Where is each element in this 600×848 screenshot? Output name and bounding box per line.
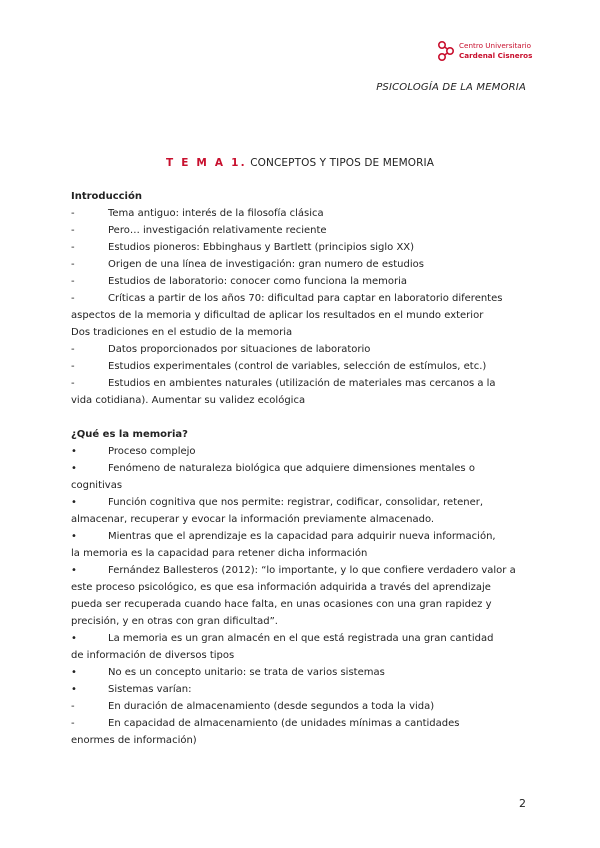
list-item-text: Función cognitiva que nos permite: registrar, codificar, consolidar, retener, xyxy=(108,497,484,508)
document-body xyxy=(71,188,531,749)
paragraph-line: aspectos de la memoria y dificultad de aplicar los resultados en el mundo exterior xyxy=(71,310,484,321)
dash-marker: - xyxy=(71,361,75,372)
bullet-marker: • xyxy=(71,446,77,457)
list-item xyxy=(71,341,531,358)
list-item xyxy=(71,239,531,256)
university-logo xyxy=(437,40,547,62)
chapter-title xyxy=(0,157,600,169)
list-item xyxy=(71,273,531,290)
chapter-name: CONCEPTOS Y TIPOS DE MEMORIA xyxy=(246,157,434,169)
list-item-text: Sistemas varían: xyxy=(108,684,192,695)
list-item-text: Estudios experimentales (control de variables, selección de estímulos, etc.) xyxy=(108,361,487,372)
list-item-text: Mientras que el aprendizaje es la capacidad para adquirir nueva información, xyxy=(108,531,496,542)
section-gap xyxy=(71,409,531,426)
list-item-text: Origen de una línea de investigación: gran numero de estudios xyxy=(108,259,424,270)
list-item xyxy=(71,375,531,392)
paragraph-line: este proceso psicológico, es que esa información adquirida a través del aprendizaje xyxy=(71,582,491,593)
list-item-text: En capacidad de almacenamiento (de unidades mínimas a cantidades xyxy=(108,718,460,729)
section-heading-memoria: ¿Qué es la memoria? xyxy=(71,429,188,440)
list-item xyxy=(71,358,531,375)
list-item-text: Pero… investigación relativamente reciente xyxy=(108,225,327,236)
logo-line-1: Centro Universitario xyxy=(459,41,532,50)
list-item xyxy=(71,698,531,715)
list-item-text: Críticas a partir de los años 70: dificultad para captar en laboratorio diferentes xyxy=(108,293,503,304)
list-item-text: Estudios en ambientes naturales (utilización de materiales mas cercanos a la xyxy=(108,378,496,389)
list-item-text: Datos proporcionados por situaciones de laboratorio xyxy=(108,344,371,355)
dash-marker: - xyxy=(71,242,75,253)
bullet-marker: • xyxy=(71,497,77,508)
list-item xyxy=(71,494,531,511)
bullet-marker: • xyxy=(71,565,77,576)
chapter-number: T E M A 1. xyxy=(165,157,247,169)
bullet-marker: • xyxy=(71,667,77,678)
bullet-marker: • xyxy=(71,463,77,474)
paragraph-line: almacenar, recuperar y evocar la información previamente almacenado. xyxy=(71,514,435,525)
dash-marker: - xyxy=(71,701,75,712)
dash-marker: - xyxy=(71,225,75,236)
bullet-marker: • xyxy=(71,633,77,644)
list-item xyxy=(71,715,531,732)
dash-marker: - xyxy=(71,378,75,389)
paragraph-line: enormes de información) xyxy=(71,735,197,746)
dash-marker: - xyxy=(71,293,75,304)
logo-text xyxy=(459,41,532,61)
list-item-text: En duración de almacenamiento (desde segundos a toda la vida) xyxy=(108,701,435,712)
dash-marker: - xyxy=(71,276,75,287)
list-item-text: Estudios de laboratorio: conocer como funciona la memoria xyxy=(108,276,408,287)
paragraph-line: la memoria es la capacidad para retener dicha información xyxy=(71,548,368,559)
bullet-marker: • xyxy=(71,531,77,542)
list-item xyxy=(71,443,531,460)
logo-line-2: Cardenal Cisneros xyxy=(459,51,533,60)
list-item-text: Fenómeno de naturaleza biológica que adquiere dimensiones mentales o xyxy=(108,463,475,474)
course-title: PSICOLOGÍA DE LA MEMORIA xyxy=(376,82,526,93)
list-item-text: Estudios pioneros: Ebbinghaus y Bartlett (principios siglo XX) xyxy=(108,242,415,253)
list-item xyxy=(71,205,531,222)
list-item xyxy=(71,681,531,698)
paragraph-line: pueda ser recuperada cuando hace falta, en unas ocasiones con una gran rapidez y xyxy=(71,599,492,610)
logo-mark-icon xyxy=(437,40,455,62)
page-number: 2 xyxy=(519,797,526,810)
list-item xyxy=(71,528,531,545)
paragraph-line: cognitivas xyxy=(71,480,123,491)
list-item-text: La memoria es un gran almacén en el que está registrada una gran cantidad xyxy=(108,633,494,644)
list-item-text: Fernández Ballesteros (2012): “lo importante, y lo que confiere verdadero valor a xyxy=(108,565,516,576)
list-item xyxy=(71,630,531,647)
list-item xyxy=(71,290,531,307)
list-item xyxy=(71,562,531,579)
list-item-text: Proceso complejo xyxy=(108,446,196,457)
list-item xyxy=(71,256,531,273)
list-item-text: Tema antiguo: interés de la filosofía clásica xyxy=(108,208,324,219)
list-item xyxy=(71,664,531,681)
paragraph-line: precisión, y en otras con gran dificultad”. xyxy=(71,616,278,627)
dash-marker: - xyxy=(71,208,75,219)
paragraph-line: de información de diversos tipos xyxy=(71,650,235,661)
list-item-text: No es un concepto unitario: se trata de varios sistemas xyxy=(108,667,385,678)
dash-marker: - xyxy=(71,259,75,270)
section-heading-intro: Introducción xyxy=(71,191,142,202)
list-item xyxy=(71,460,531,477)
dash-marker: - xyxy=(71,344,75,355)
list-item xyxy=(71,222,531,239)
paragraph-line: Dos tradiciones en el estudio de la memoria xyxy=(71,327,293,338)
dash-marker: - xyxy=(71,718,75,729)
bullet-marker: • xyxy=(71,684,77,695)
paragraph-line: vida cotidiana). Aumentar su validez ecológica xyxy=(71,395,306,406)
